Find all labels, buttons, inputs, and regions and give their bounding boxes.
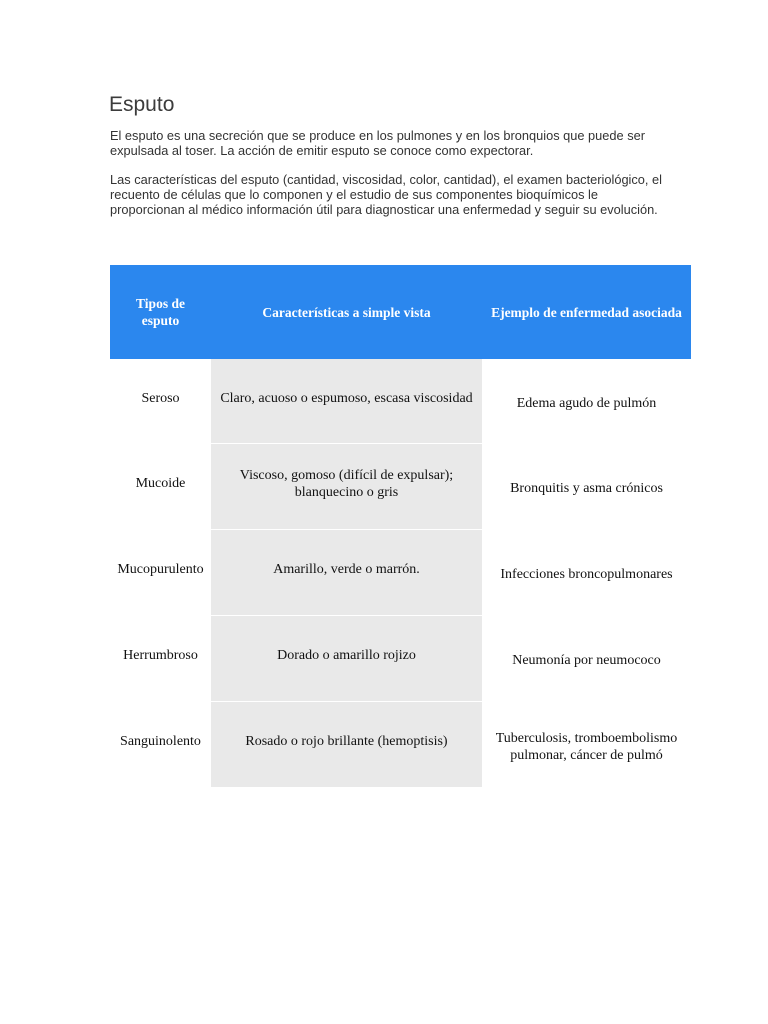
characteristics-paragraph: Las características del esputo (cantidad, viscosidad, color, cantidad), el examen bacteriológico, el recuento de células que lo componen y el estudio de sus componentes bioquímicos le proporcionan al médico información útil para diagnosticar una enfermedad y seguir su evolución.: [110, 172, 662, 217]
table-row: [110, 702, 691, 788]
cell-characteristics: Dorado o amarillo rojizo: [211, 616, 482, 702]
cell-sputum-type: Seroso: [110, 359, 211, 444]
cell-characteristics: Claro, acuoso o espumoso, escasa viscosidad: [211, 359, 482, 444]
table-row: [110, 530, 691, 616]
cell-sputum-type: Mucoide: [110, 444, 211, 530]
cell-characteristics: Rosado o rojo brillante (hemoptisis): [211, 702, 482, 788]
header-associated-disease: Ejemplo de enfermedad asociada: [482, 265, 691, 359]
table-row: [110, 444, 691, 530]
sputum-types-table: [110, 265, 691, 788]
cell-disease: Infecciones broncopulmonares: [482, 530, 691, 616]
header-sputum-type: Tipos de esputo: [110, 265, 211, 359]
table-header-row: [110, 265, 691, 359]
cell-characteristics: Amarillo, verde o marrón.: [211, 530, 482, 616]
header-characteristics: Características a simple vista: [211, 265, 482, 359]
cell-characteristics: Viscoso, gomoso (difícil de expulsar); blanquecino o gris: [211, 444, 482, 530]
page-title: Esputo: [109, 93, 175, 116]
cell-disease: Bronquitis y asma crónicos: [482, 444, 691, 530]
table-row: [110, 359, 691, 444]
cell-disease: Tuberculosis, tromboembolismo pulmonar, cáncer de pulmó: [482, 702, 691, 788]
cell-disease: Neumonía por neumococo: [482, 616, 691, 702]
cell-disease: Edema agudo de pulmón: [482, 359, 691, 444]
cell-sputum-type: Sanguinolento: [110, 702, 211, 788]
cell-sputum-type: Herrumbroso: [110, 616, 211, 702]
table-row: [110, 616, 691, 702]
cell-sputum-type: Mucopurulento: [110, 530, 211, 616]
intro-paragraph: El esputo es una secreción que se produce en los pulmones y en los bronquios que puede ser expulsada al toser. La acción de emitir esputo se conoce como expectorar.: [110, 128, 645, 158]
